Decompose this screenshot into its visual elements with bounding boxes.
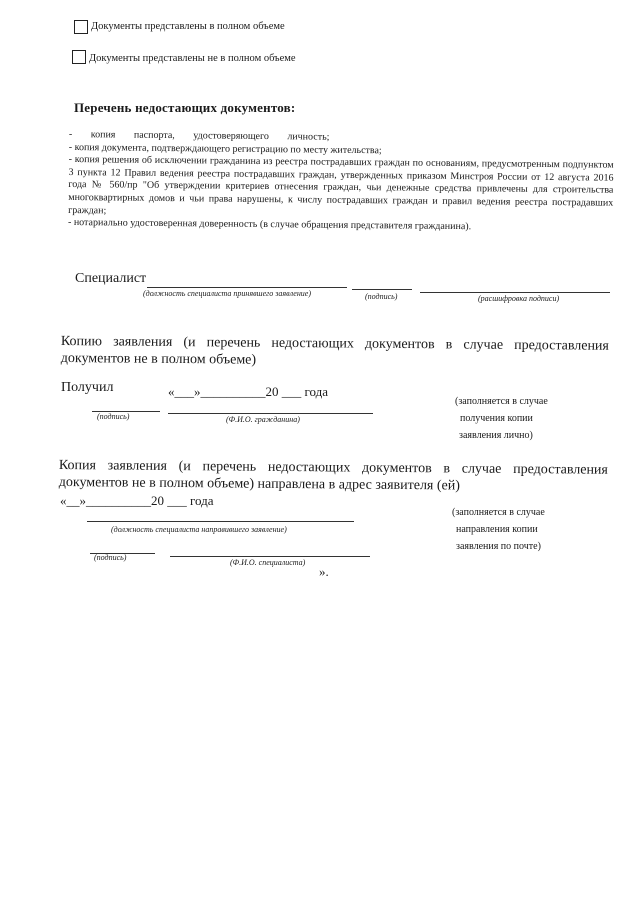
copy-sent-text: Копия заявления (и перечень недостающих документов в случае предоставления документов не в полном объеме) направлена в адрес заявителя (ей) xyxy=(58,457,608,494)
specialist-label: Специалист xyxy=(75,271,147,286)
checkbox-partial[interactable] xyxy=(72,50,86,64)
sent-closing: ». xyxy=(319,564,329,579)
sent-note: (заполняется в случае направления копии заявления по почте) xyxy=(452,507,545,552)
specialist-decoding-line[interactable] xyxy=(420,292,610,293)
copy-received-text: Копию заявления (и перечень недостающих документов в случае предоставления документов не в полном объеме) xyxy=(60,333,609,368)
checkbox-partial-label: Документы представлены не в полном объеме xyxy=(89,53,296,64)
missing-docs-list xyxy=(68,129,614,235)
list-item: - копия решения об исключении гражданина из реестра пострадавших граждан по основаниям, предусмотренным подпунктом 3 пункта 12 Правил ведения реестра пострадавших граждан, утвержденных приказом Минстроя России от 12 августа 2016 года № 560/пр "Об утверждении критериев отнесения граждан, чьи денежные средства привлечены для строительства многоквартирных домов и чьи права нарушены, к числу пострадавших граждан и правил ведения реестра пострадавших граждан; xyxy=(68,154,614,216)
specialist-position-line[interactable] xyxy=(147,287,347,288)
sent-position-line[interactable] xyxy=(87,521,354,522)
sent-signature-caption: (подпись) xyxy=(94,553,127,562)
sent-position-caption: (должность специалиста направившего заявление) xyxy=(111,525,287,534)
received-name-caption: (Ф.И.О. гражданина) xyxy=(226,415,300,424)
specialist-signature-caption: (подпись) xyxy=(365,292,398,301)
missing-docs-heading: Перечень недостающих документов: xyxy=(74,100,296,115)
sent-date[interactable]: «__»__________20 ___ года xyxy=(60,493,214,508)
received-name-line[interactable] xyxy=(168,413,373,414)
specialist-decoding-caption: (расшифровка подписи) xyxy=(478,294,560,303)
list-item: - копия паспорта, удостоверяющего личность; xyxy=(68,129,330,143)
specialist-signature-line[interactable] xyxy=(352,289,412,290)
checkbox-full-label: Документы представлены в полном объеме xyxy=(91,21,285,32)
specialist-position-caption: (должность специалиста принявшего заявление) xyxy=(143,289,311,298)
received-label: Получил xyxy=(61,380,114,395)
list-item: - нотариально удостоверенная доверенность (в случае обращения представителя гражданина). xyxy=(67,217,472,233)
received-note: (заполняется в случае получения копии заявления лично) xyxy=(455,396,548,441)
sent-name-line[interactable] xyxy=(170,556,370,557)
received-signature-caption: (подпись) xyxy=(97,412,130,421)
list-item: - копия документа, подтверждающего регистрацию по месту жительства; xyxy=(68,141,382,156)
sent-name-caption: (Ф.И.О. специалиста) xyxy=(230,558,306,567)
checkbox-full[interactable] xyxy=(74,20,88,34)
received-date[interactable]: «___»__________20 ___ года xyxy=(168,384,329,399)
